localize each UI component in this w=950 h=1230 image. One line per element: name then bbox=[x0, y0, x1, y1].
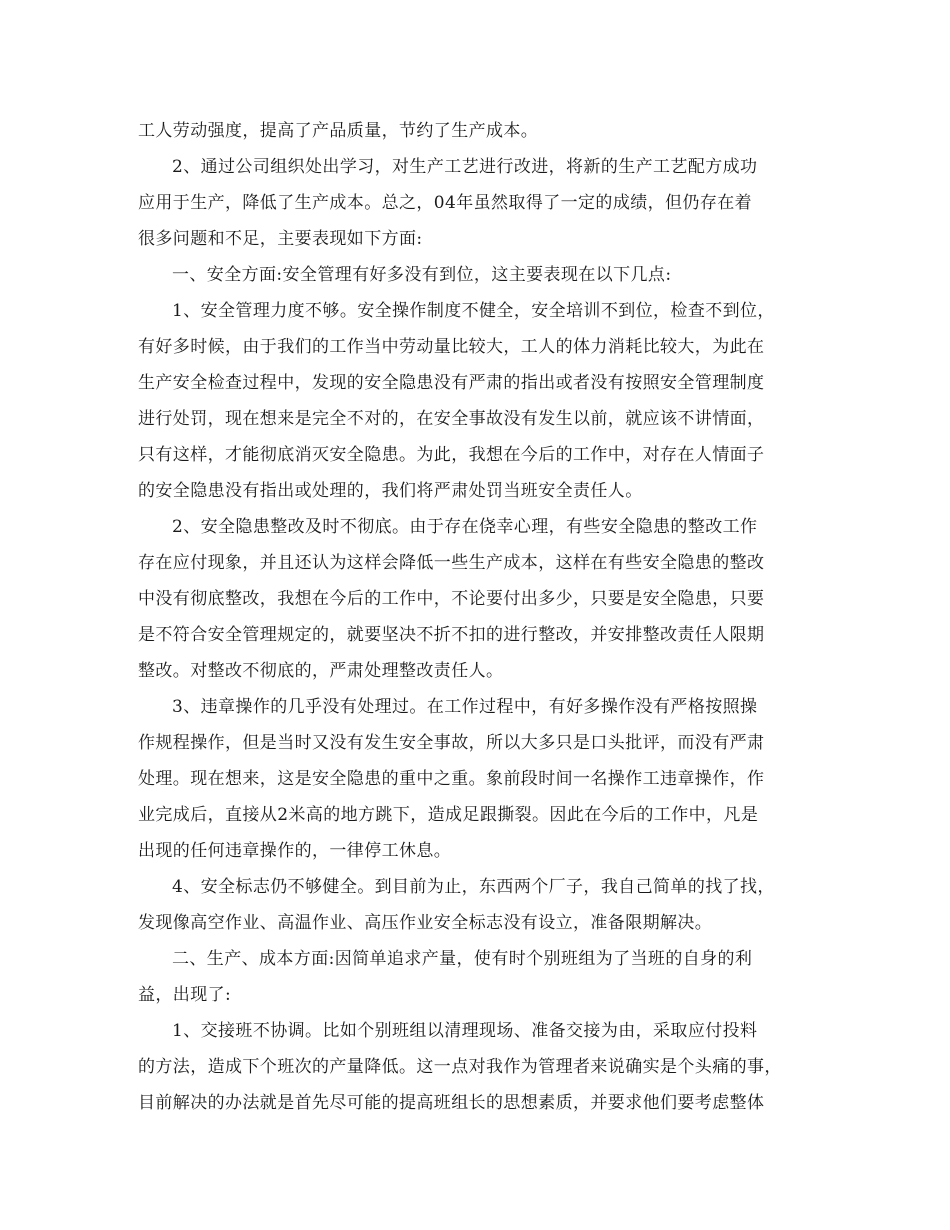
text-line: 的安全隐患没有指出或处理的，我们将严肃处罚当班安全责任人。 bbox=[138, 481, 643, 501]
paragraph-first-line: 2、安全隐患整改及时不彻底。由于存在侥幸心理，有些安全隐患的整改工作 bbox=[172, 517, 758, 537]
text-line: 益，出现了: bbox=[138, 985, 232, 1005]
text-line: 进行处罚，现在想来是完全不对的，在安全事故没有发生以前，就应该不讲情面， bbox=[138, 409, 765, 429]
paragraph-first-line: 1、交接班不协调。比如个别班组以清理现场、准备交接为由，采取应付投料 bbox=[172, 1021, 758, 1041]
section-heading-production: 二、生产、成本方面:因简单追求产量，使有时个别班组为了当班的自身的利 bbox=[172, 949, 753, 969]
text-line: 目前解决的办法就是首先尽可能的提高班组长的思想素质，并要求他们要考虑整体 bbox=[138, 1093, 765, 1113]
paragraph-first-line: 2、通过公司组织处出学习，对生产工艺进行改进，将新的生产工艺配方成功 bbox=[172, 157, 758, 177]
text-line: 只有这样，才能彻底消灭安全隐患。为此，我想在今后的工作中，对存在人情面子 bbox=[138, 445, 765, 465]
text-line: 存在应付现象，并且还认为这样会降低一些生产成本，这样在有些安全隐患的整改 bbox=[138, 553, 765, 573]
section-heading-safety: 一、安全方面:安全管理有好多没有到位，这主要表现在以下几点: bbox=[172, 265, 672, 285]
text-line: 作规程操作，但是当时又没有发生安全事故，所以大多只是口头批评，而没有严肃 bbox=[138, 733, 765, 753]
text-line: 的方法，造成下个班次的产量降低。这一点对我作为管理者来说确实是个头痛的事， bbox=[138, 1057, 782, 1077]
text-line: 很多问题和不足，主要表现如下方面: bbox=[138, 229, 423, 249]
paragraph-first-line: 4、安全标志仍不够健全。到目前为止，东西两个厂子，我自己简单的找了找， bbox=[172, 877, 775, 897]
text-line: 有好多时候，由于我们的工作当中劳动量比较大，工人的体力消耗比较大，为此在 bbox=[138, 337, 765, 357]
text-line: 出现的任何违章操作的，一律停工休息。 bbox=[138, 841, 452, 861]
text-line: 处理。现在想来，这是安全隐患的重中之重。象前段时间一名操作工违章操作，作 bbox=[138, 769, 765, 789]
text-line: 中没有彻底整改，我想在今后的工作中，不论要付出多少，只要是安全隐患，只要 bbox=[138, 589, 765, 609]
paragraph-first-line: 1、安全管理力度不够。安全操作制度不健全，安全培训不到位，检查不到位， bbox=[172, 301, 775, 321]
text-line: 生产安全检查过程中，发现的安全隐患没有严肃的指出或者没有按照安全管理制度 bbox=[138, 373, 765, 393]
text-line: 是不符合安全管理规定的，就要坚决不折不扣的进行整改，并安排整改责任人限期 bbox=[138, 625, 765, 645]
text-line: 发现像高空作业、高温作业、高压作业安全标志没有设立，准备限期解决。 bbox=[138, 913, 713, 933]
text-line: 应用于生产，降低了生产成本。总之，04年虽然取得了一定的成绩，但仍存在着 bbox=[138, 193, 753, 213]
text-line: 业完成后，直接从2米高的地方跳下，造成足跟撕裂。因此在今后的工作中，凡是 bbox=[138, 805, 759, 825]
text-line: 整改。对整改不彻底的，严肃处理整改责任人。 bbox=[138, 661, 504, 681]
paragraph-first-line: 3、违章操作的几乎没有处理过。在工作过程中，有好多操作没有严格按照操 bbox=[172, 697, 758, 717]
text-line: 工人劳动强度，提高了产品质量，节约了生产成本。 bbox=[138, 121, 539, 141]
